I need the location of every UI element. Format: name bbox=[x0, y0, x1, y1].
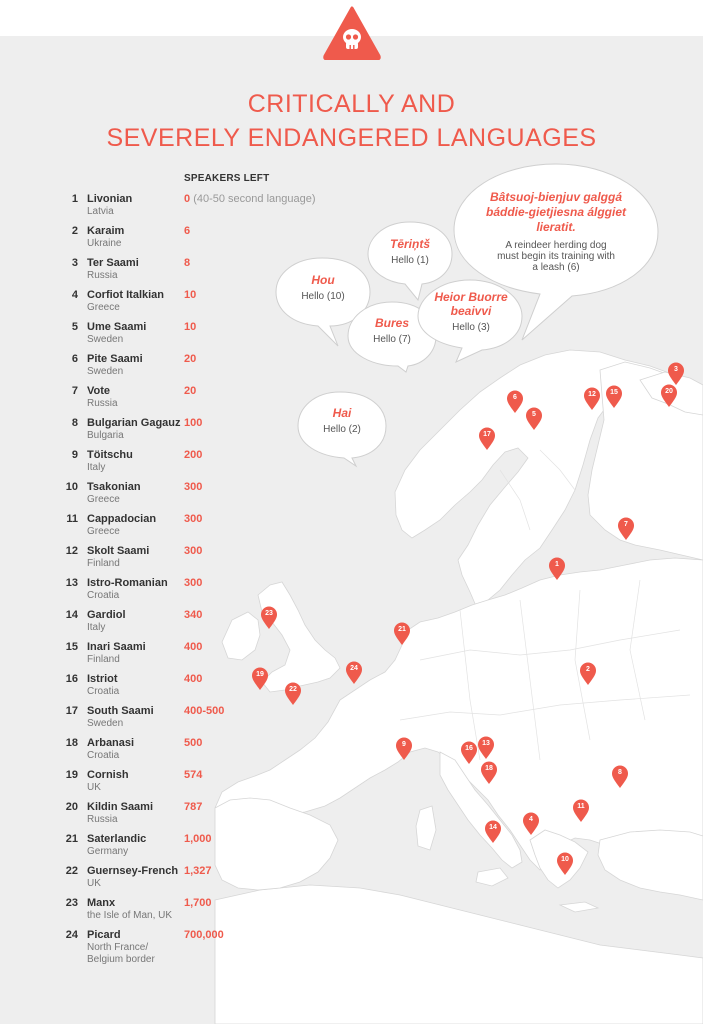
speakers-note: (40-50 second language) bbox=[193, 193, 316, 205]
bubble-word: Heior Buorre beaivvi bbox=[434, 290, 508, 318]
row-number: 23 bbox=[65, 897, 78, 909]
row-number: 13 bbox=[65, 577, 78, 589]
speakers-value: 0 bbox=[184, 193, 191, 205]
speakers-count: 1,327 bbox=[184, 865, 212, 877]
row-number: 10 bbox=[65, 481, 78, 493]
bubble-word: Bâtsuoj-bieŋjuv galggá báddie-gietjiesna álggiet lieratit. bbox=[485, 190, 627, 234]
map-marker-1[interactable]: 1 bbox=[548, 557, 566, 581]
speakers-count: 300 bbox=[184, 577, 203, 589]
map-marker-12[interactable]: 12 bbox=[583, 387, 601, 411]
row-number: 6 bbox=[71, 353, 78, 365]
speakers-count: 400 bbox=[184, 673, 203, 685]
speakers-count: 500 bbox=[184, 737, 203, 749]
map-marker-3[interactable]: 3 bbox=[667, 362, 685, 386]
map-marker-5[interactable]: 5 bbox=[525, 407, 543, 431]
bubble-gloss: Hello (10) bbox=[301, 291, 345, 302]
map-marker-18[interactable]: 18 bbox=[480, 761, 498, 785]
language-name: Kildin Saami bbox=[87, 801, 154, 813]
row-number: 20 bbox=[65, 801, 78, 813]
language-name: Skolt Saami bbox=[87, 545, 150, 557]
map-marker-7[interactable]: 7 bbox=[617, 517, 635, 541]
map-marker-20[interactable]: 20 bbox=[660, 384, 678, 408]
speakers-count: 574 bbox=[184, 769, 203, 781]
map-marker-24[interactable]: 24 bbox=[345, 661, 363, 685]
bubble-bures bbox=[350, 316, 434, 345]
map-marker-15[interactable]: 15 bbox=[605, 385, 623, 409]
map-marker-6[interactable]: 6 bbox=[506, 390, 524, 414]
language-name: Corfiot Italkian bbox=[87, 289, 165, 301]
map-marker-21[interactable]: 21 bbox=[393, 622, 411, 646]
language-country: Italy bbox=[87, 462, 106, 473]
bubble-terints bbox=[370, 237, 450, 266]
speakers-count: 100 bbox=[184, 417, 203, 429]
language-name: Pite Saami bbox=[87, 353, 143, 365]
map-marker-2[interactable]: 2 bbox=[579, 662, 597, 686]
language-name: Manx bbox=[87, 897, 116, 909]
speakers-count: 1,000 bbox=[184, 833, 212, 845]
speakers-count: 787 bbox=[184, 801, 203, 813]
language-country: Sweden bbox=[87, 334, 124, 345]
speakers-count: 700,000 bbox=[184, 929, 224, 941]
row-number: 5 bbox=[71, 321, 78, 333]
language-country: Greece bbox=[87, 494, 120, 505]
row-number: 1 bbox=[71, 193, 78, 205]
speakers-count: 1,700 bbox=[184, 897, 212, 909]
page-title-line-1: CRITICALLY AND bbox=[247, 90, 456, 118]
page-title-line-2: SEVERELY ENDANGERED LANGUAGES bbox=[106, 124, 597, 152]
language-country: Ukraine bbox=[87, 238, 122, 249]
language-country: North France/ Belgium border bbox=[87, 942, 155, 965]
row-number: 19 bbox=[65, 769, 78, 781]
language-name: Istro-Romanian bbox=[87, 577, 168, 589]
map-marker-4[interactable]: 4 bbox=[522, 812, 540, 836]
language-name: Vote bbox=[87, 385, 111, 397]
language-country: UK bbox=[87, 878, 101, 889]
row-number: 21 bbox=[65, 833, 78, 845]
bubble-word: Hai bbox=[332, 406, 352, 420]
language-country: Sweden bbox=[87, 366, 124, 377]
language-name: Guernsey-French bbox=[87, 865, 179, 877]
language-name: Töitschu bbox=[87, 449, 133, 461]
speakers-count: 300 bbox=[184, 545, 203, 557]
bubble-word: Bures bbox=[374, 316, 409, 330]
speakers-count: 20 bbox=[184, 353, 197, 365]
row-number: 7 bbox=[71, 385, 78, 397]
language-country: Croatia bbox=[87, 590, 120, 601]
map-marker-10[interactable]: 10 bbox=[556, 852, 574, 876]
bubble-gloss: Hello (3) bbox=[452, 322, 490, 333]
speakers-count: 20 bbox=[184, 385, 197, 397]
language-name: Tsakonian bbox=[87, 481, 141, 493]
row-number: 11 bbox=[66, 513, 78, 525]
language-name: Ter Saami bbox=[87, 257, 139, 269]
bubble-hai bbox=[300, 406, 384, 435]
map-marker-14[interactable]: 14 bbox=[484, 820, 502, 844]
language-country: Russia bbox=[87, 398, 118, 409]
row-number: 3 bbox=[71, 257, 78, 269]
map-marker-9[interactable]: 9 bbox=[395, 737, 413, 761]
row-number: 17 bbox=[65, 705, 78, 717]
row-number: 16 bbox=[65, 673, 78, 685]
speakers-count: 6 bbox=[184, 225, 191, 237]
language-country: Russia bbox=[87, 270, 118, 281]
language-name: South Saami bbox=[87, 705, 154, 717]
language-name: Arbanasi bbox=[87, 737, 135, 749]
language-name: Cornish bbox=[87, 769, 129, 781]
map-marker-19[interactable]: 19 bbox=[251, 667, 269, 691]
language-country: Greece bbox=[87, 302, 120, 313]
language-name: Istriot bbox=[87, 673, 118, 685]
language-name: Ume Saami bbox=[87, 321, 147, 333]
language-name: Bulgarian Gagauz bbox=[87, 417, 181, 429]
language-country: Italy bbox=[87, 622, 106, 633]
speakers-count: 300 bbox=[184, 513, 203, 525]
language-country: the Isle of Man, UK bbox=[87, 910, 173, 921]
bubble-batsuoj bbox=[470, 190, 642, 273]
row-number: 22 bbox=[65, 865, 78, 877]
bubble-hou bbox=[278, 273, 368, 302]
language-country: Greece bbox=[87, 526, 120, 537]
row-number: 18 bbox=[65, 737, 78, 749]
row-number: 12 bbox=[65, 545, 78, 557]
language-country: Croatia bbox=[87, 750, 120, 761]
row-number: 4 bbox=[71, 289, 78, 301]
language-country: UK bbox=[87, 782, 101, 793]
bubble-heior bbox=[424, 290, 518, 333]
language-name: Karaim bbox=[87, 225, 125, 237]
map-marker-17[interactable]: 17 bbox=[478, 427, 496, 451]
language-name: Cappadocian bbox=[87, 513, 157, 525]
row-number: 15 bbox=[65, 641, 78, 653]
map-marker-11[interactable]: 11 bbox=[572, 799, 590, 823]
language-country: Croatia bbox=[87, 686, 120, 697]
speakers-count: 200 bbox=[184, 449, 203, 461]
bubble-gloss: Hello (7) bbox=[373, 334, 411, 345]
bubble-gloss: Hello (2) bbox=[323, 424, 361, 435]
language-country: Bulgaria bbox=[87, 430, 124, 441]
row-number: 14 bbox=[65, 609, 78, 621]
map-marker-23[interactable]: 23 bbox=[260, 606, 278, 630]
speakers-left-header: SPEAKERS LEFT bbox=[184, 173, 270, 184]
map-marker-16[interactable]: 16 bbox=[460, 741, 478, 765]
map-marker-8[interactable]: 8 bbox=[611, 765, 629, 789]
speakers-count: 8 bbox=[184, 257, 191, 269]
speakers-count: 400-500 bbox=[184, 705, 225, 717]
row-number: 24 bbox=[65, 929, 78, 941]
language-name: Saterlandic bbox=[87, 833, 147, 845]
language-name: Livonian bbox=[87, 193, 133, 205]
speakers-count: 400 bbox=[184, 641, 203, 653]
bubble-gloss: Hello (1) bbox=[391, 255, 429, 266]
speakers-count: 340 bbox=[184, 609, 203, 621]
language-country: Germany bbox=[87, 846, 129, 857]
speakers-count: 10 bbox=[184, 321, 197, 333]
language-country: Latvia bbox=[87, 206, 114, 217]
row-number: 8 bbox=[71, 417, 78, 429]
map-marker-22[interactable]: 22 bbox=[284, 682, 302, 706]
row-number: 9 bbox=[71, 449, 78, 461]
bubble-word: Tēriņtš bbox=[389, 237, 430, 251]
language-country: Sweden bbox=[87, 718, 124, 729]
map-marker-13[interactable]: 13 bbox=[477, 736, 495, 760]
speakers-count: 10 bbox=[184, 289, 197, 301]
language-name: Picard bbox=[87, 929, 121, 941]
bubble-gloss: A reindeer herding dog must begin its training with a leash (6) bbox=[497, 240, 615, 273]
language-country: Finland bbox=[87, 558, 120, 569]
language-country: Finland bbox=[87, 654, 120, 665]
language-name: Inari Saami bbox=[87, 641, 146, 653]
language-name: Gardiol bbox=[87, 609, 126, 621]
speakers-count: 300 bbox=[184, 481, 203, 493]
language-country: Russia bbox=[87, 814, 118, 825]
bubble-word: Hou bbox=[311, 273, 335, 287]
row-number: 2 bbox=[71, 225, 78, 237]
